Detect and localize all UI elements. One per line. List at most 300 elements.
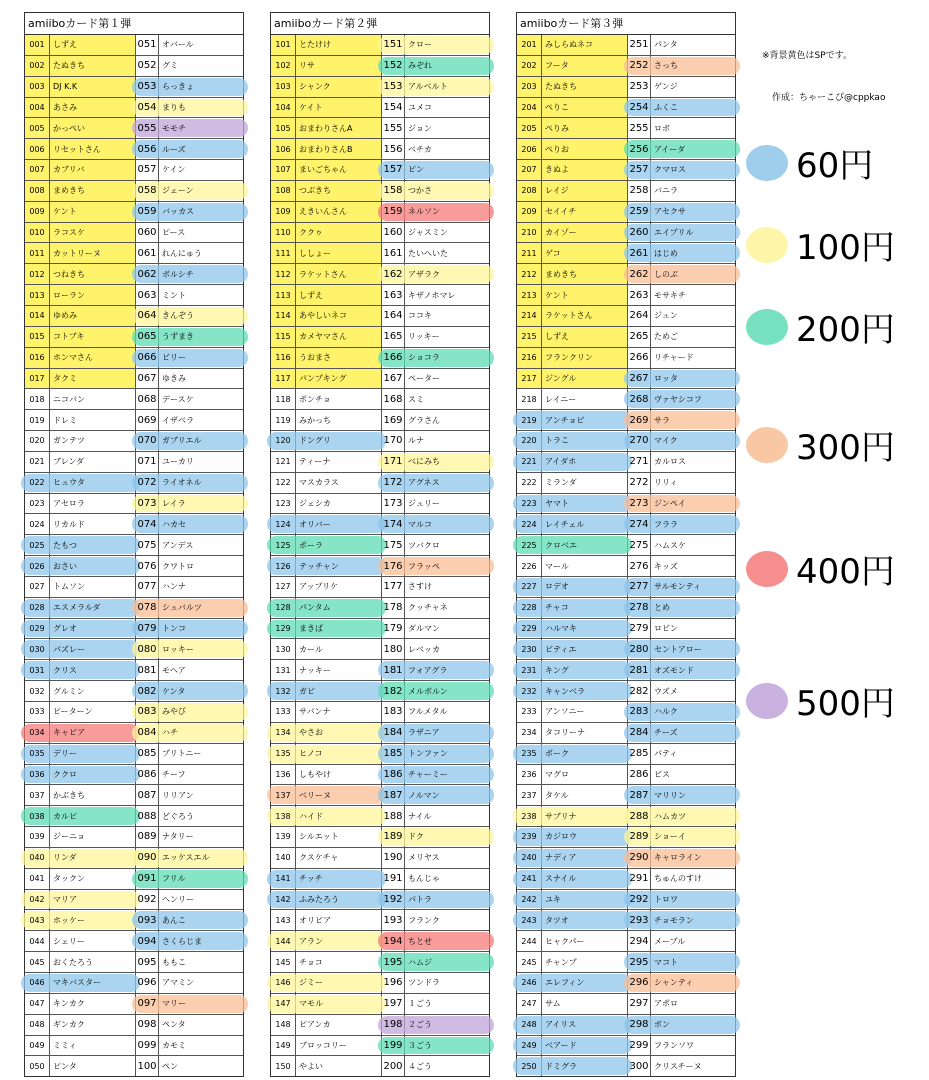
card-number: 196 xyxy=(382,972,405,993)
card-name: フランソワ xyxy=(651,1035,736,1056)
table-row xyxy=(25,827,243,848)
card-number: 114 xyxy=(271,305,296,326)
card-sheet-2 xyxy=(270,12,490,1077)
card-name: チャンプ xyxy=(542,952,628,973)
card-number: 194 xyxy=(382,931,405,952)
card-number: 029 xyxy=(25,618,50,639)
card-name: クワトロ xyxy=(159,556,244,577)
table-row xyxy=(271,702,489,723)
card-number: 272 xyxy=(628,472,651,493)
card-number: 220 xyxy=(517,431,542,452)
table-row xyxy=(517,472,735,493)
card-number: 090 xyxy=(136,847,159,868)
card-name: もんじゃ xyxy=(405,868,490,889)
card-number: 128 xyxy=(271,597,296,618)
card-name: リカルド xyxy=(50,514,136,535)
card-name: クマロス xyxy=(651,160,736,181)
card-number: 179 xyxy=(382,618,405,639)
card-name: たぬきち xyxy=(50,55,136,76)
table-row xyxy=(517,160,735,181)
card-name: ライオネル xyxy=(159,472,244,493)
card-number: 264 xyxy=(628,305,651,326)
card-name: ジミー xyxy=(296,972,382,993)
table-row xyxy=(271,1014,489,1035)
card-name: ノルマン xyxy=(405,785,490,806)
card-name: クスケチャ xyxy=(296,847,382,868)
card-number: 025 xyxy=(25,535,50,556)
card-number: 010 xyxy=(25,222,50,243)
table-row xyxy=(25,368,243,389)
card-number: 141 xyxy=(271,868,296,889)
card-number: 062 xyxy=(136,264,159,285)
card-name: マキバスター xyxy=(50,972,136,993)
card-number: 263 xyxy=(628,285,651,306)
card-name: ネルソン xyxy=(405,201,490,222)
card-name: パズレー xyxy=(50,639,136,660)
card-number: 144 xyxy=(271,931,296,952)
card-name: アラン xyxy=(296,931,382,952)
card-number: 175 xyxy=(382,535,405,556)
card-number: 240 xyxy=(517,847,542,868)
card-name: ペン xyxy=(159,1056,244,1076)
table-row xyxy=(517,910,735,931)
card-number: 233 xyxy=(517,702,542,723)
card-number: 022 xyxy=(25,472,50,493)
table-row xyxy=(25,868,243,889)
legend-item xyxy=(746,676,895,725)
table-row xyxy=(517,139,735,160)
card-number: 239 xyxy=(517,827,542,848)
card-number: 132 xyxy=(271,681,296,702)
table-row xyxy=(517,993,735,1014)
card-number: 052 xyxy=(136,55,159,76)
card-number: 219 xyxy=(517,410,542,431)
card-name: メルボルン xyxy=(405,681,490,702)
card-name: ティーナ xyxy=(296,451,382,472)
table-row xyxy=(25,847,243,868)
card-name: テッチャン xyxy=(296,556,382,577)
card-number: 043 xyxy=(25,910,50,931)
card-name: マリア xyxy=(50,889,136,910)
card-name: チッチ xyxy=(296,868,382,889)
table-row xyxy=(517,827,735,848)
table-row xyxy=(271,910,489,931)
card-name: たぬきち xyxy=(542,76,628,97)
legend-label: 300円 xyxy=(796,428,895,468)
card-name: チョコ xyxy=(296,952,382,973)
card-number: 102 xyxy=(271,55,296,76)
card-name: ショコラ xyxy=(405,347,490,368)
table-row xyxy=(25,285,243,306)
card-number: 021 xyxy=(25,451,50,472)
card-name: きぬよ xyxy=(542,160,628,181)
card-name: アンデス xyxy=(159,535,244,556)
table-row xyxy=(271,493,489,514)
card-name: フォアグラ xyxy=(405,660,490,681)
table-row xyxy=(517,514,735,535)
card-name: しずえ xyxy=(50,35,136,55)
card-number: 165 xyxy=(382,326,405,347)
card-name: ボーク xyxy=(542,743,628,764)
card-name: パティ xyxy=(651,743,736,764)
card-number: 023 xyxy=(25,493,50,514)
sheet-title: amiiboカード第３弾 xyxy=(517,13,735,35)
card-name: クロベエ xyxy=(542,535,628,556)
table-row xyxy=(271,660,489,681)
table-row xyxy=(271,347,489,368)
table-row xyxy=(25,180,243,201)
card-name: パンタ xyxy=(651,35,736,55)
card-name: ブレンダ xyxy=(50,451,136,472)
table-row xyxy=(25,1014,243,1035)
card-name: しのぶ xyxy=(651,264,736,285)
card-number: 057 xyxy=(136,160,159,181)
table-row xyxy=(517,931,735,952)
card-number: 292 xyxy=(628,889,651,910)
card-name: ドミグラ xyxy=(542,1056,628,1076)
table-row xyxy=(25,1056,243,1076)
card-number: 184 xyxy=(382,722,405,743)
table-row xyxy=(25,431,243,452)
card-number: 216 xyxy=(517,347,542,368)
card-name: リリィ xyxy=(651,472,736,493)
table-row xyxy=(271,243,489,264)
card-number: 120 xyxy=(271,431,296,452)
card-name: ぺりこ xyxy=(542,97,628,118)
card-name: マルコ xyxy=(405,514,490,535)
card-number: 101 xyxy=(271,35,296,55)
table-row xyxy=(517,35,735,55)
card-number: 003 xyxy=(25,76,50,97)
card-number: 122 xyxy=(271,472,296,493)
card-number: 009 xyxy=(25,201,50,222)
table-row xyxy=(517,1014,735,1035)
card-number: 019 xyxy=(25,410,50,431)
table-row xyxy=(271,931,489,952)
card-name: スナイル xyxy=(542,868,628,889)
card-name: ロッキー xyxy=(159,639,244,660)
card-number: 126 xyxy=(271,556,296,577)
card-name: カジロウ xyxy=(542,827,628,848)
card-number: 253 xyxy=(628,76,651,97)
table-row xyxy=(517,806,735,827)
table-row xyxy=(25,139,243,160)
card-name: ジュン xyxy=(651,305,736,326)
card-name: レイニー xyxy=(542,389,628,410)
card-number: 183 xyxy=(382,702,405,723)
card-number: 273 xyxy=(628,493,651,514)
card-number: 223 xyxy=(517,493,542,514)
card-number: 131 xyxy=(271,660,296,681)
card-name: つねきち xyxy=(50,264,136,285)
card-number: 063 xyxy=(136,285,159,306)
color-swatch xyxy=(746,309,788,345)
card-number: 157 xyxy=(382,160,405,181)
card-name: たいへいた xyxy=(405,243,490,264)
card-name: ふみたろう xyxy=(296,889,382,910)
card-number: 186 xyxy=(382,764,405,785)
table-row xyxy=(25,514,243,535)
card-name: リセットさん xyxy=(50,139,136,160)
card-name: ユキ xyxy=(542,889,628,910)
card-number: 222 xyxy=(517,472,542,493)
card-number: 070 xyxy=(136,431,159,452)
card-name: トロワ xyxy=(651,889,736,910)
table-row xyxy=(25,1035,243,1056)
card-number: 267 xyxy=(628,368,651,389)
card-number: 105 xyxy=(271,118,296,139)
table-row xyxy=(25,743,243,764)
table-row xyxy=(271,35,489,55)
card-name: ロビン xyxy=(651,618,736,639)
card-number: 290 xyxy=(628,847,651,868)
table-row xyxy=(517,764,735,785)
card-number: 251 xyxy=(628,35,651,55)
card-name: トンコ xyxy=(159,618,244,639)
card-name: スミ xyxy=(405,389,490,410)
table-row xyxy=(25,972,243,993)
card-number: 188 xyxy=(382,806,405,827)
table-row xyxy=(517,285,735,306)
card-number: 137 xyxy=(271,785,296,806)
card-name: うおまさ xyxy=(296,347,382,368)
card-name: やさお xyxy=(296,722,382,743)
table-row xyxy=(271,472,489,493)
card-name: グレオ xyxy=(50,618,136,639)
card-name: ボルシチ xyxy=(159,264,244,285)
card-number: 288 xyxy=(628,806,651,827)
table-row xyxy=(271,764,489,785)
table-row xyxy=(517,702,735,723)
card-number: 038 xyxy=(25,806,50,827)
card-name: ケント xyxy=(50,201,136,222)
sheet-title: amiiboカード第１弾 xyxy=(25,13,243,35)
card-number: 172 xyxy=(382,472,405,493)
card-name: ちゅんのすけ xyxy=(651,868,736,889)
note-text: ※背景黄色はSPです。 xyxy=(762,51,852,61)
card-number: 275 xyxy=(628,535,651,556)
card-name: やよい xyxy=(296,1056,382,1076)
card-number: 089 xyxy=(136,827,159,848)
card-name: ケイト xyxy=(296,97,382,118)
card-name: シャンク xyxy=(296,76,382,97)
card-name: カール xyxy=(296,639,382,660)
card-name: ホッケー xyxy=(50,910,136,931)
card-number: 229 xyxy=(517,618,542,639)
card-number: 192 xyxy=(382,889,405,910)
card-name: デースケ xyxy=(159,389,244,410)
card-name: カメヤマさん xyxy=(296,326,382,347)
card-number: 075 xyxy=(136,535,159,556)
table-row xyxy=(271,639,489,660)
card-name: どぐろう xyxy=(159,806,244,827)
table-row xyxy=(25,556,243,577)
table-row xyxy=(25,785,243,806)
table-row xyxy=(517,535,735,556)
card-number: 218 xyxy=(517,389,542,410)
card-name: みやび xyxy=(159,702,244,723)
table-row xyxy=(517,305,735,326)
card-number: 066 xyxy=(136,347,159,368)
card-name: つかさ xyxy=(405,180,490,201)
color-swatch xyxy=(746,427,788,463)
card-number: 034 xyxy=(25,722,50,743)
table-row xyxy=(517,97,735,118)
card-number: 045 xyxy=(25,952,50,973)
card-name: ガビ xyxy=(296,681,382,702)
card-number: 199 xyxy=(382,1035,405,1056)
card-name: タックン xyxy=(50,868,136,889)
card-name: ブロッコリー xyxy=(296,1035,382,1056)
card-name: ハイド xyxy=(296,806,382,827)
card-name: DJ K.K xyxy=(50,76,136,97)
table-row xyxy=(271,722,489,743)
table-row xyxy=(271,451,489,472)
card-number: 255 xyxy=(628,118,651,139)
table-row xyxy=(517,118,735,139)
card-number: 215 xyxy=(517,326,542,347)
card-number: 300 xyxy=(628,1056,651,1076)
card-number: 115 xyxy=(271,326,296,347)
card-name: タツオ xyxy=(542,910,628,931)
card-number: 100 xyxy=(136,1056,159,1076)
table-row xyxy=(25,76,243,97)
card-name: シルエット xyxy=(296,827,382,848)
table-row xyxy=(25,201,243,222)
card-number: 125 xyxy=(271,535,296,556)
card-number: 176 xyxy=(382,556,405,577)
card-name: ゆきみ xyxy=(159,368,244,389)
card-number: 094 xyxy=(136,931,159,952)
card-name: クリスチーヌ xyxy=(651,1056,736,1076)
sheet-title: amiiboカード第２弾 xyxy=(271,13,489,35)
card-name: ピーターン xyxy=(50,702,136,723)
card-number: 056 xyxy=(136,139,159,160)
card-number: 007 xyxy=(25,160,50,181)
color-swatch xyxy=(746,551,788,587)
card-name: キザノホマレ xyxy=(405,285,490,306)
card-number: 071 xyxy=(136,451,159,472)
card-name: かぶきち xyxy=(50,785,136,806)
table-row xyxy=(25,305,243,326)
card-name: アイリス xyxy=(542,1014,628,1035)
card-number: 026 xyxy=(25,556,50,577)
card-number: 177 xyxy=(382,576,405,597)
card-number: 155 xyxy=(382,118,405,139)
card-name: ナタリー xyxy=(159,827,244,848)
card-name: ビリー xyxy=(159,347,244,368)
table-row xyxy=(271,160,489,181)
card-name: リリアン xyxy=(159,785,244,806)
card-number: 058 xyxy=(136,180,159,201)
card-number: 287 xyxy=(628,785,651,806)
card-name: アイダホ xyxy=(542,451,628,472)
card-number: 207 xyxy=(517,160,542,181)
card-number: 111 xyxy=(271,243,296,264)
card-number: 217 xyxy=(517,368,542,389)
table-row xyxy=(25,702,243,723)
table-row xyxy=(25,264,243,285)
card-name: おくたろう xyxy=(50,952,136,973)
card-number: 248 xyxy=(517,1014,542,1035)
card-number: 161 xyxy=(382,243,405,264)
table-row xyxy=(517,55,735,76)
card-name: ミント xyxy=(159,285,244,306)
card-name: サム xyxy=(542,993,628,1014)
card-number: 205 xyxy=(517,118,542,139)
card-name: ハルク xyxy=(651,702,736,723)
card-name: バニラ xyxy=(651,180,736,201)
card-name: キング xyxy=(542,660,628,681)
card-name: エレフィン xyxy=(542,972,628,993)
card-name: ダルマン xyxy=(405,618,490,639)
card-number: 193 xyxy=(382,910,405,931)
card-name: ロボ xyxy=(651,118,736,139)
card-number: 140 xyxy=(271,847,296,868)
card-number: 268 xyxy=(628,389,651,410)
card-number: 159 xyxy=(382,201,405,222)
card-name: ももこ xyxy=(159,952,244,973)
legend-label: 400円 xyxy=(796,552,895,592)
card-number: 005 xyxy=(25,118,50,139)
table-row xyxy=(271,305,489,326)
card-name: チャコ xyxy=(542,597,628,618)
card-number: 106 xyxy=(271,139,296,160)
card-name: ツンドラ xyxy=(405,972,490,993)
card-name: セイイチ xyxy=(542,201,628,222)
card-name: かっぺい xyxy=(50,118,136,139)
card-name: ニコバン xyxy=(50,389,136,410)
card-number: 241 xyxy=(517,868,542,889)
card-number: 254 xyxy=(628,97,651,118)
table-row xyxy=(271,597,489,618)
card-number: 077 xyxy=(136,576,159,597)
card-number: 096 xyxy=(136,972,159,993)
author-credit: 作成：ちゃーこぴ@cppkao xyxy=(772,93,886,103)
card-name: コトブキ xyxy=(50,326,136,347)
card-name: つぶきち xyxy=(296,180,382,201)
card-name: フータ xyxy=(542,55,628,76)
table-row xyxy=(271,743,489,764)
card-number: 277 xyxy=(628,576,651,597)
card-number: 156 xyxy=(382,139,405,160)
card-name: ケイン xyxy=(159,160,244,181)
card-name: マリリン xyxy=(651,785,736,806)
card-number: 296 xyxy=(628,972,651,993)
table-row xyxy=(25,764,243,785)
table-row xyxy=(517,222,735,243)
card-number: 042 xyxy=(25,889,50,910)
card-name: プリトニー xyxy=(159,743,244,764)
card-number: 117 xyxy=(271,368,296,389)
card-number: 160 xyxy=(382,222,405,243)
card-name: クリス xyxy=(50,660,136,681)
table-row xyxy=(271,952,489,973)
card-name: ウズメ xyxy=(651,681,736,702)
card-number: 012 xyxy=(25,264,50,285)
card-number: 067 xyxy=(136,368,159,389)
card-name: ヤマト xyxy=(542,493,628,514)
card-name: あんこ xyxy=(159,910,244,931)
card-number: 245 xyxy=(517,952,542,973)
card-name: ポンチョ xyxy=(296,389,382,410)
card-name: エイプリル xyxy=(651,222,736,243)
card-name: アセクサ xyxy=(651,201,736,222)
card-name: トラこ xyxy=(542,431,628,452)
table-row xyxy=(271,410,489,431)
card-name: ラコスケ xyxy=(50,222,136,243)
card-number: 030 xyxy=(25,639,50,660)
